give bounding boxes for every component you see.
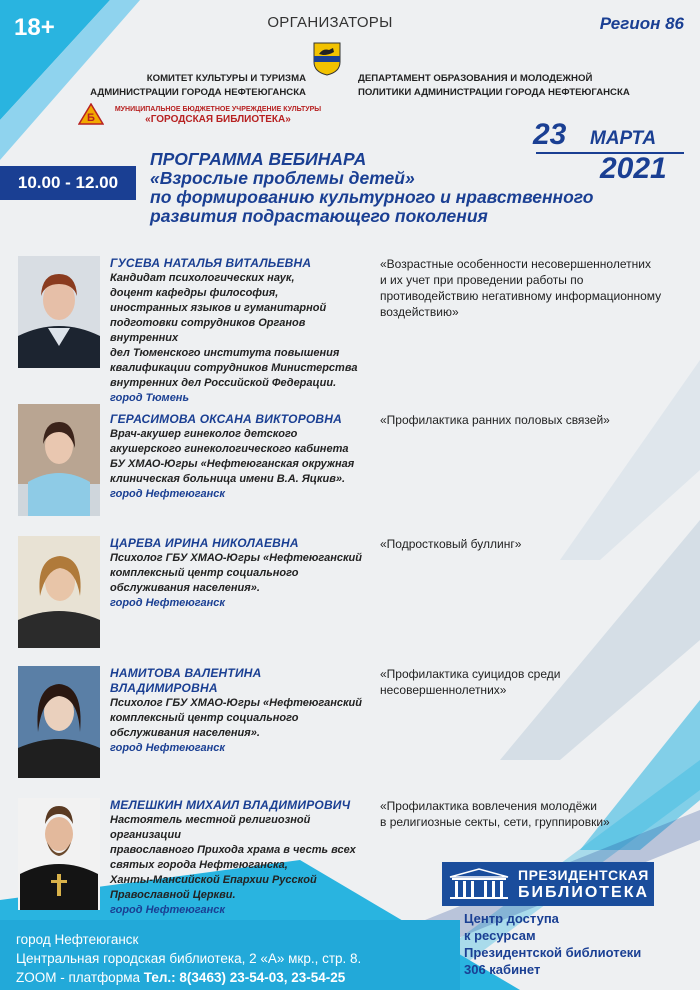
pres-library-logo-line1: ПРЕЗИДЕНТСКАЯ: [518, 867, 649, 883]
speaker-topic: «Подростковый буллинг»: [380, 537, 522, 551]
age-rating-badge: 18+: [14, 14, 55, 41]
speaker-name: ЦАРЕВА ИРИНА НИКОЛАЕВНА: [110, 536, 299, 550]
footer-city: город Нефтеюганск: [16, 932, 139, 947]
speaker-description: Настоятель местной религиозной организации православного Прихода храма в честь всех святых города Нефтеюганска, Ханты-Мансийской Епархии Русской Православной Церкви.: [110, 814, 356, 901]
library-name: МУНИЦИПАЛЬНОЕ БЮДЖЕТНОЕ УЧРЕЖДЕНИЕ КУЛЬТУРЫ «ГОРОДСКАЯ БИБЛИОТЕКА»: [114, 106, 322, 125]
speaker-city: город Тюмень: [110, 392, 189, 404]
speaker-description: Кандидат психологических наук, доцент кафедры философия, иностранных языков и гуманитарной подготовки сотрудников Органов внутренних дел Тюменского института повышения квалификации сотрудников Министерства внутренних дел Российской Федерации.: [110, 272, 358, 389]
city-crest-icon: [313, 42, 341, 76]
speaker-info: [110, 798, 372, 918]
speaker-photo: [18, 666, 100, 778]
speaker-name: ГУСЕВА НАТАЛЬЯ ВИТАЛЬЕВНА: [110, 256, 312, 270]
speaker-info: [110, 412, 372, 502]
speaker-name: МЕЛЕШКИН МИХАИЛ ВЛАДИМИРОВИЧ: [110, 798, 351, 812]
speaker-photo: [18, 798, 100, 910]
speaker-photo: [18, 536, 100, 648]
footer-address: Центральная городская библиотека, 2 «А» мкр., стр. 8.: [16, 951, 362, 966]
footer-phone: Тел.: 8(3463) 23-54-03, 23-54-25: [143, 970, 346, 985]
event-time-badge: 10.00 - 12.00: [0, 166, 136, 200]
speaker-topic: «Профилактика ранних половых связей»: [380, 413, 610, 427]
library-building-icon: [448, 867, 510, 901]
library-logo-icon: [78, 103, 104, 125]
speaker-topic: «Профилактика вовлечения молодёжи в религиозные секты, сети, группировки»: [380, 799, 610, 829]
footer-contacts: [16, 930, 456, 987]
event-date-month: МАРТА: [590, 128, 657, 149]
speaker-topic: «Возрастные особенности несовершеннолетних и их учет при проведении работы по противодействию негативному информационному воздействию»: [380, 257, 662, 319]
speaker-photo: [18, 404, 100, 516]
organizer-education-department: ДЕПАРТАМЕНТ ОБРАЗОВАНИЯ И МОЛОДЕЖНОЙ ПОЛИТИКИ АДМИНИСТРАЦИИ ГОРОДА НЕФТЕЮГАНСКА: [358, 73, 630, 98]
speaker-city: город Нефтеюганск: [110, 904, 225, 916]
speaker-city: город Нефтеюганск: [110, 597, 225, 609]
speaker-city: город Нефтеюганск: [110, 742, 225, 754]
program-title: ПРОГРАММА ВЕБИНАРА «Взрослые проблемы детей» по формированию культурного и нравственного развития подрастающего поколения: [150, 149, 594, 226]
footer-platform-phone: ZOOM - платформа Тел.: 8(3463) 23-54-03, 23-54-25: [16, 970, 346, 985]
speaker-topic: «Профилактика суицидов среди несовершеннолетних»: [380, 667, 561, 697]
speaker-description: Психолог ГБУ ХМАО-Югры «Нефтеюганский комплексный центр социального обслуживания населения».: [110, 552, 362, 594]
organizer-culture-committee: КОМИТЕТ КУЛЬТУРЫ И ТУРИЗМА АДМИНИСТРАЦИИ ГОРОДА НЕФТЕЮГАНСКА: [90, 73, 306, 98]
pres-library-logo-line2: БИБЛИОТЕКА: [518, 884, 650, 901]
organizers-title: ОРГАНИЗАТОРЫ: [267, 14, 393, 31]
access-center-info: Центр доступа к ресурсам Президентской библиотеки 306 кабинет: [464, 911, 642, 977]
speaker-name: ГЕРАСИМОВА ОКСАНА ВИКТОРОВНА: [110, 412, 343, 426]
speaker-photo: [18, 256, 100, 368]
speaker-description: Врач-акушер гинеколог детского акушерского гинекологического кабинета БУ ХМАО-Югры «Нефтеюганская окружная клиническая больница имени В.А. Яцкив».: [110, 428, 355, 485]
svg-text:Б: Б: [87, 112, 95, 124]
event-date-day: 23: [533, 118, 567, 151]
speaker-info: [110, 256, 372, 406]
presidential-library-logo: [442, 862, 654, 906]
speaker-city: город Нефтеюганск: [110, 488, 225, 500]
speaker-name: НАМИТОВА ВАЛЕНТИНА ВЛАДИМИРОВНА: [110, 666, 262, 695]
region-label: Регион 86: [599, 14, 684, 33]
event-date-year: 2021: [600, 152, 667, 185]
speaker-info: [110, 536, 372, 611]
speaker-description: Психолог ГБУ ХМАО-Югры «Нефтеюганский комплексный центр социального обслуживания населения».: [110, 697, 362, 739]
speaker-info: [110, 666, 372, 756]
